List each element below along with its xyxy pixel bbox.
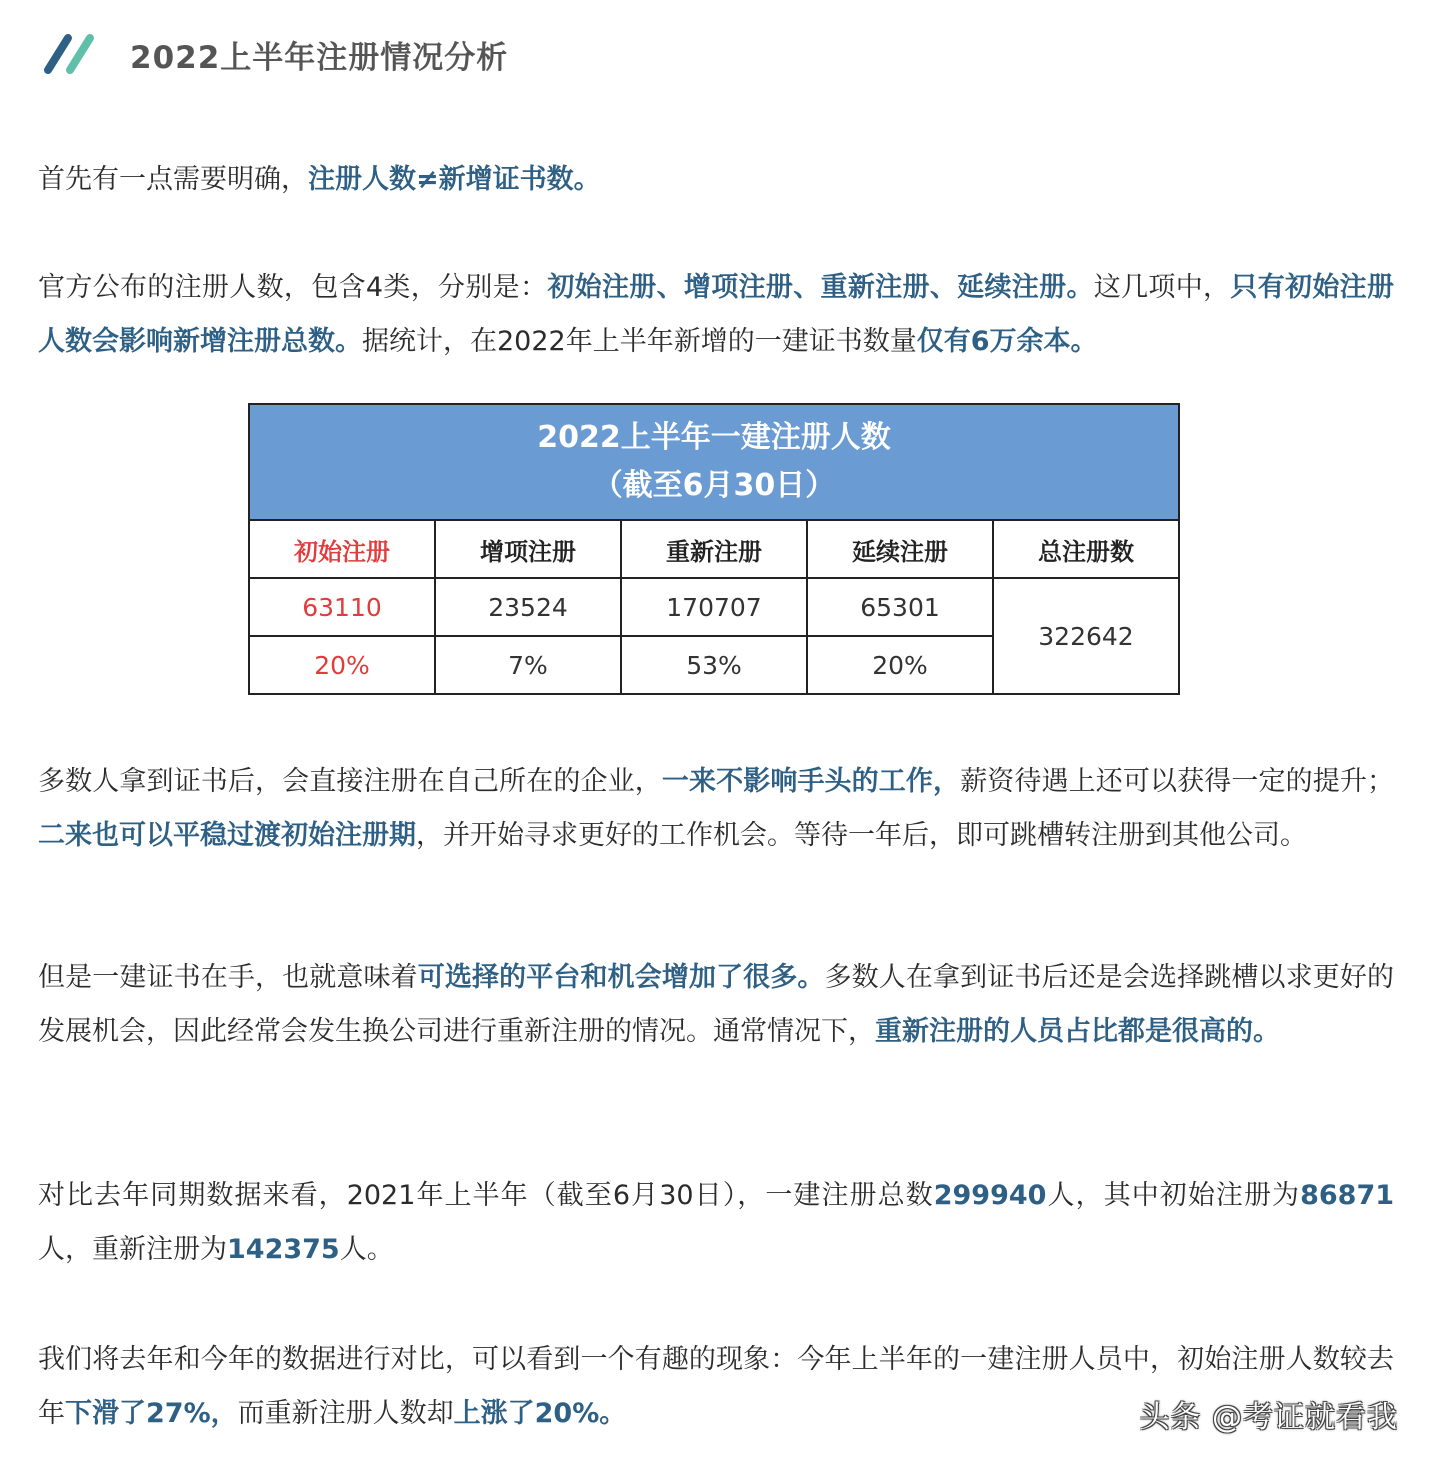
highlight-text: 一来不影响手头的工作， [661,766,961,797]
paragraph-intro [38,153,1394,207]
column-header-total: 总注册数 [993,520,1179,578]
highlight-number: 86871 [1300,1180,1395,1211]
total-count: 322642 [993,578,1179,694]
paragraph-text: 人，其中初始注册为 [1046,1180,1301,1211]
percent-initial: 20% [249,636,435,694]
percent-renewal: 20% [807,636,993,694]
count-renewal: 65301 [807,578,993,636]
column-header-added: 增项注册 [435,520,621,578]
count-added: 23524 [435,578,621,636]
highlight-text: 二来也可以平稳过渡初始注册期 [38,820,416,851]
paragraph-text: 官方公布的注册人数，包含4类，分别是： [38,272,548,303]
table-row-counts [249,578,1179,636]
highlight-text: 重新注册的人员占比都是很高的。 [875,1016,1280,1047]
section-title: 2022上半年注册情况分析 [130,39,509,76]
column-header-initial: 初始注册 [249,520,435,578]
paragraph-text: 薪资待遇上还可以获得一定的提升； [960,766,1395,797]
paragraph-text: 首先有一点需要明确， [38,164,308,195]
paragraph-motivation [38,755,1394,863]
table-title-line1: 2022上半年一建注册人数 [537,420,891,455]
section-header [40,28,508,80]
column-header-re-register: 重新注册 [621,520,807,578]
paragraph-text: 而重新注册人数却 [237,1398,454,1429]
paragraph-text: 多数人拿到证书后，会直接注册在自己所在的企业， [38,766,662,797]
highlight-number: 142375 [227,1234,340,1265]
paragraph-text: 对比去年同期数据来看，2021年上半年（截至6月30日），一建注册总数 [38,1180,934,1211]
paragraph-text: 多数人在拿到证书后还是会选择跳槽以求更好的发展机会，因此经常会发生换公司进行重新注册的情况。通常情况下， [38,962,1395,1047]
table-title-line2: （截至6月30日） [592,468,836,503]
double-slash-icon [40,32,100,76]
percent-added: 7% [435,636,621,694]
watermark: 头条 @考证就看我 [1139,1400,1398,1435]
table-title [249,404,1179,520]
highlight-text: 下滑了27%， [65,1398,238,1429]
paragraph-categories [38,261,1394,369]
highlight-text: 注册人数≠新增证书数。 [308,164,601,195]
highlight-number: 299940 [933,1180,1047,1211]
paragraph-opportunities [38,951,1394,1059]
registration-table [248,403,1180,695]
count-initial: 63110 [249,578,435,636]
highlight-text: 只有初始注册人数会影响新增注册总数。 [38,272,1395,357]
paragraph-text: 我们将去年和今年的数据进行对比，可以看到一个有趣的现象：今年上半年的一建注册人员中，初始注册人数较去年 [38,1344,1394,1429]
highlight-text: 初始注册、增项注册、重新注册、延续注册。 [547,272,1094,303]
paragraph-text: 这几项中， [1093,272,1231,303]
highlight-text: 可选择的平台和机会增加了很多。 [417,962,825,993]
paragraph-text: 但是一建证书在手，也就意味着 [38,962,418,993]
highlight-text: 仅有6万余本。 [916,326,1098,357]
paragraph-comparison [38,1169,1394,1277]
paragraph-text: 人，重新注册为 [38,1234,227,1265]
count-re-register: 170707 [621,578,807,636]
paragraph-text: ，并开始寻求更好的工作机会。等待一年后，即可跳槽转注册到其他公司。 [416,820,1307,851]
paragraph-text: 人。 [339,1234,394,1265]
column-header-renewal: 延续注册 [807,520,993,578]
percent-re-register: 53% [621,636,807,694]
highlight-text: 上涨了20%。 [453,1398,627,1429]
paragraph-text: 据统计，在2022年上半年新增的一建证书数量 [362,326,917,357]
